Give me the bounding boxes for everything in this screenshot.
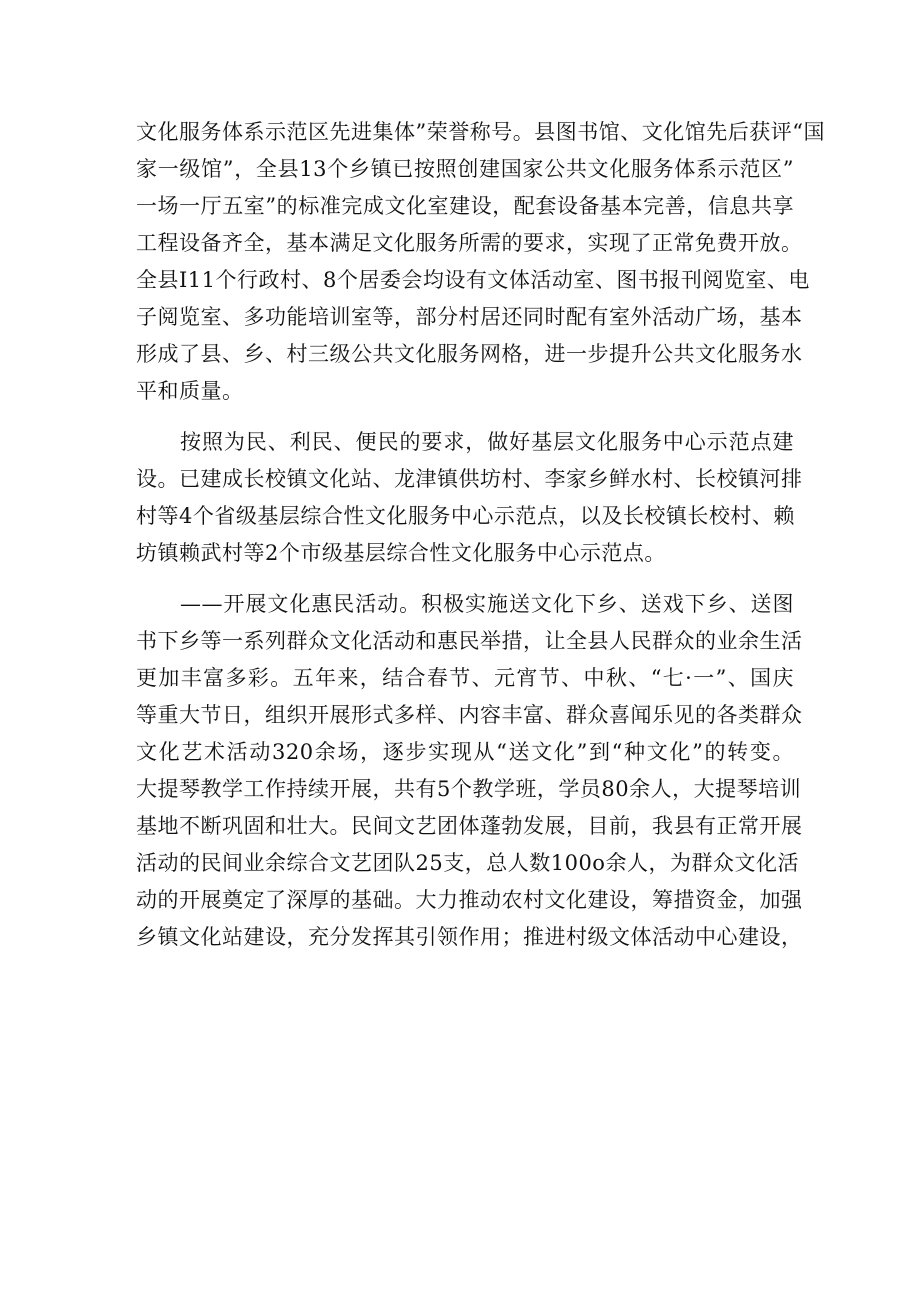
paragraph-cultural-activities	[136, 586, 803, 956]
text-line: 平和质量。	[136, 379, 244, 403]
text-line: 形成了县、乡、村三级公共文化服务网格，进一步提升公共文化服务水	[136, 342, 803, 366]
text-line: 家一级馆”，全县13个乡镇已按照创建国家公共文化服务体系示范区”	[136, 157, 794, 181]
paragraph-spacer	[136, 410, 794, 424]
text-line: 等重大节日，组织开展形式多样、内容丰富、群众喜闻乐见的各类群众	[136, 703, 803, 727]
document-body	[136, 114, 825, 956]
text-line: 乡镇文化站建设，充分发挥其引领作用；推进村级文体活动中心建设，	[136, 925, 803, 949]
text-line: 工程设备齐全，基本满足文化服务所需的要求，实现了正常免费开放。	[136, 231, 803, 255]
text-line: 文化艺术活动320余场，逐步实现从“送文化”到“种文化”的转变。	[136, 740, 794, 764]
text-line: 活动的民间业余综合文艺团队25支，总人数100o余人，为群众文化活	[136, 851, 799, 875]
text-line: 全县I11个行政村、8个居委会均设有文体活动室、图书报刊阅览室、电	[136, 268, 810, 292]
text-line: 坊镇赖武村等2个市级基层综合性文化服务中心示范点。	[136, 541, 666, 565]
text-line: 一场一厅五室”的标准完成文化室建设，配套设备基本完善，信息共享	[136, 194, 794, 218]
text-line: 动的开展奠定了深厚的基础。大力推动农村文化建设，筹措资金，加强	[136, 888, 803, 912]
text-line: 文化服务体系示范区先进集体”荣誉称号。县图书馆、文化馆先后获评“国	[136, 120, 825, 144]
text-line: 大提琴教学工作持续开展，共有5个教学班，学员80余人，大提琴培训	[136, 777, 802, 801]
paragraph-spacer	[136, 572, 794, 586]
text-line: 村等4个省级基层综合性文化服务中心示范点，以及长校镇长校村、赖	[136, 504, 795, 528]
text-line: 书下乡等一系列群众文化活动和惠民举措，让全县人民群众的业余生活	[136, 629, 803, 653]
text-line: ——开展文化惠民活动。积极实施送文化下乡、送戏下乡、送图	[180, 592, 794, 616]
text-line: 子阅览室、多功能培训室等，部分村居还同时配有室外活动广场，基本	[136, 305, 803, 329]
text-line: 设。已建成长校镇文化站、龙津镇供坊村、李家乡鲜水村、长校镇河排	[136, 467, 803, 491]
text-line: 更加丰富多彩。五年来，结合春节、元宵节、中秋、“七·一”、国庆	[136, 666, 794, 690]
paragraph-demonstration-sites	[136, 424, 803, 572]
paragraph-public-culture-network	[136, 114, 825, 410]
text-line: 基地不断巩固和壮大。民间文艺团体蓬勃发展，目前，我县有正常开展	[136, 814, 803, 838]
text-line: 按照为民、利民、便民的要求，做好基层文化服务中心示范点建	[180, 430, 794, 454]
